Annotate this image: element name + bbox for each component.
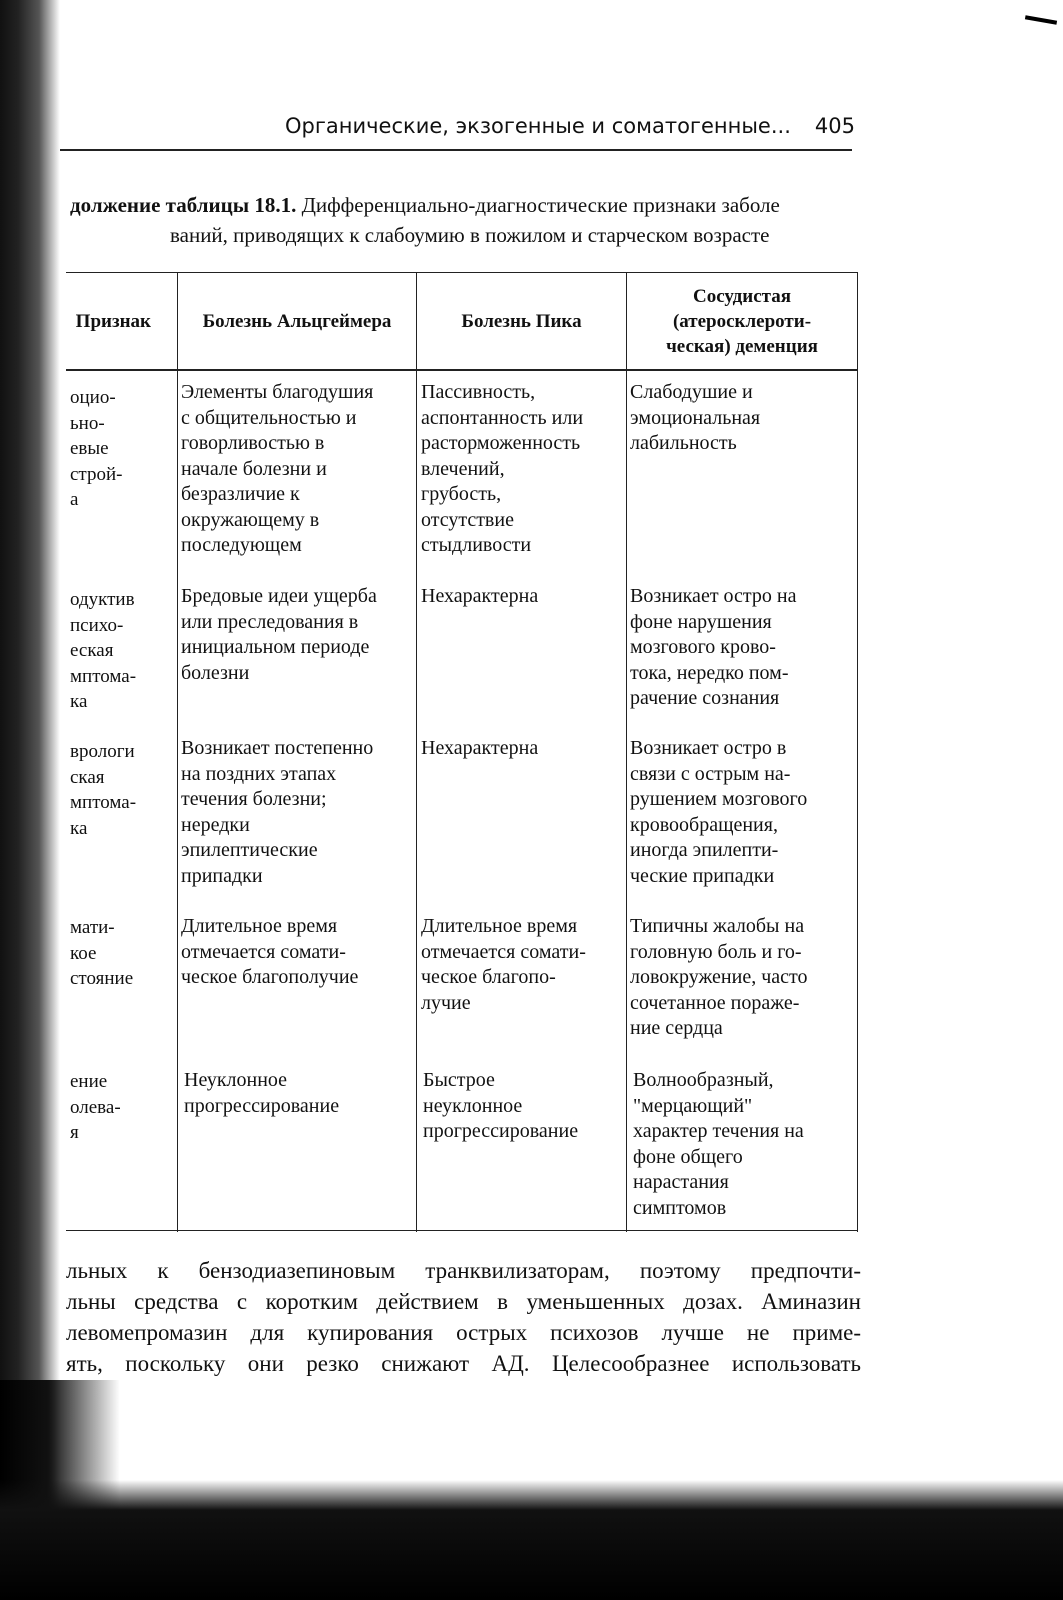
table-rule: [66, 1230, 858, 1231]
header-rule: [60, 149, 852, 151]
table-cell: Быстрое неуклонное прогрессирование: [423, 1069, 579, 1142]
table-cell: Бредовые идеи ущерба или преследования в инициальном периоде болезни: [181, 585, 377, 684]
diagnostic-table: [66, 272, 858, 1232]
caption-line-2: ваний, приводящих к слабоумию в пожилом и старческом возрасте: [170, 223, 770, 247]
column-header-pick: Болезнь Пика: [461, 310, 582, 332]
body-paragraph: [66, 1255, 861, 1379]
table-cell: Волнообразный, "мерцающий" характер течения на фоне общего нарастания симптомов: [633, 1069, 804, 1219]
table-cell: Длительное время отмечается сомати- ческое благополучие: [181, 915, 359, 988]
table-cell: Слабодушие и эмоциональная лабильность: [630, 381, 761, 454]
table-cell: Элементы благодушия с общительностью и говорливостью в начале болезни и безразличие к окружающему в последующем: [181, 381, 374, 556]
body-line: ять, поскольку они резко снижают АД. Целесообразнее использовать: [66, 1351, 861, 1376]
table-cell: Неуклонное прогрессирование: [184, 1069, 340, 1117]
column-header-alzheimer: Болезнь Альцгеймера: [202, 310, 392, 332]
table-column-rule: [857, 272, 858, 1232]
scan-corner-mark: [1025, 15, 1057, 24]
table-cell: Нехарактерна: [421, 737, 539, 759]
caption-line-1: Дифференциально-диагностические признаки заболе: [301, 193, 780, 217]
scan-binding-edge: [0, 0, 60, 1600]
table-cell: Пассивность, аспонтанность или расторможенность влечений, грубость, отсутствие стыдливости: [421, 381, 584, 556]
body-line: льны средства с коротким действием в уменьшенных дозах. Аминазин: [66, 1289, 861, 1314]
table-column-rule: [177, 272, 178, 1232]
table-cell: Нехарактерна: [421, 585, 539, 607]
table-cell: Возникает остро в связи с острым на- рушением мозгового кровообращения, иногда эпилепти- ческие припадки: [630, 737, 808, 887]
row-label-course: ение олева- я: [70, 1071, 121, 1143]
table-cell: Возникает остро на фоне нарушения мозгового крово- тока, нередко пом- рачение сознания: [630, 585, 797, 709]
running-title: Органические, экзогенные и соматогенные...: [285, 114, 791, 138]
table-cell: Типичны жалобы на головную боль и го- ловокружение, часто сочетанное пораже- ние сердца: [630, 915, 808, 1039]
table-cell: Длительное время отмечается сомати- ческое благопо- лучие: [421, 915, 586, 1014]
column-header-vascular: Сосудистая (атеросклероти- ческая) деменция: [666, 285, 818, 357]
table-caption: [70, 190, 860, 250]
row-label-emotional: оцио- ьно- евые строй- а: [70, 387, 123, 510]
table-column-rule: [626, 272, 627, 1232]
row-label-somatic: мати- кое стояние: [70, 917, 134, 989]
running-head: [285, 114, 855, 144]
body-line: льных к бензодиазепиновым транквилизаторам, поэтому предпочти-: [66, 1258, 861, 1283]
row-label-productive: одуктив психо- еская мптома- ка: [70, 589, 137, 712]
scan-bottom-shadow: [0, 1480, 1063, 1600]
row-label-neurological: врологи ская мптома- ка: [70, 741, 137, 839]
body-line: левомепромазин для купирования острых психозов лучше не приме-: [66, 1320, 861, 1345]
table-cell: Возникает постепенно на поздних этапах течения болезни; нередки эпилептические припадки: [181, 737, 374, 887]
column-header-sign: Признак: [75, 310, 151, 332]
table-column-rule: [416, 272, 417, 1232]
page-number: 405: [814, 114, 855, 138]
caption-lead: должение таблицы 18.1.: [70, 193, 297, 217]
